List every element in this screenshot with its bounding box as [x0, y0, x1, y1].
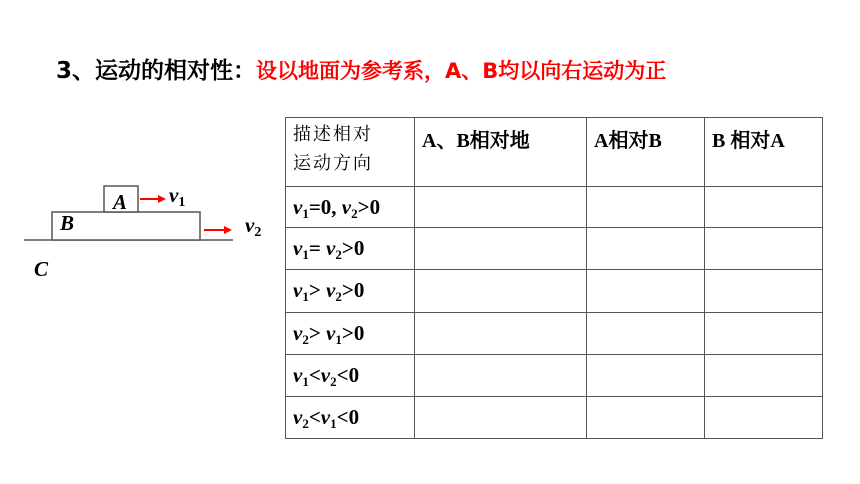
velocity-condition	[286, 313, 415, 355]
velocity-subscript: 2	[330, 374, 337, 389]
velocity-condition	[286, 355, 415, 397]
condition-text: >0	[341, 278, 365, 302]
condition-text: <0	[336, 363, 360, 387]
condition-text: <0	[336, 405, 360, 429]
table-row	[286, 313, 823, 355]
velocity-subscript: 1	[302, 374, 309, 389]
answer-cell[interactable]	[705, 270, 823, 313]
answer-cell[interactable]	[587, 187, 705, 228]
header-description: 描述相对 运动方向	[286, 118, 415, 187]
condition-text: <	[308, 405, 321, 429]
relative-motion-table	[285, 117, 823, 439]
condition-text: v	[320, 363, 331, 387]
condition-text: v	[293, 363, 303, 387]
condition-text: v	[320, 405, 331, 429]
velocity-subscript: 2	[335, 289, 342, 304]
velocity-subscript: 1	[302, 247, 309, 262]
condition-text: =	[308, 236, 327, 260]
condition-text: >0	[357, 195, 381, 219]
table-row	[286, 187, 823, 228]
header-a-relative-b: A相对B	[587, 118, 705, 187]
answer-cell[interactable]	[415, 397, 587, 439]
answer-cell[interactable]	[705, 228, 823, 270]
condition-text: >0	[341, 236, 365, 260]
velocity-condition	[286, 228, 415, 270]
answer-cell[interactable]	[415, 270, 587, 313]
answer-cell[interactable]	[705, 355, 823, 397]
condition-text: >	[308, 278, 327, 302]
velocity-condition	[286, 397, 415, 439]
table-row	[286, 397, 823, 439]
condition-text: <	[308, 363, 321, 387]
condition-text: v	[293, 236, 303, 260]
answer-cell[interactable]	[415, 187, 587, 228]
velocity-subscript: 1	[302, 206, 309, 221]
table-body	[286, 187, 823, 439]
answer-cell[interactable]	[587, 355, 705, 397]
table-row	[286, 355, 823, 397]
condition-text: >0	[341, 321, 365, 345]
header-b-relative-a: B 相对A	[705, 118, 823, 187]
table-row	[286, 228, 823, 270]
answer-cell[interactable]	[705, 187, 823, 228]
block-b	[52, 212, 200, 240]
velocity-subscript: 2	[302, 416, 309, 431]
answer-cell[interactable]	[415, 313, 587, 355]
v1-label: v1	[169, 183, 186, 210]
condition-text: v	[326, 236, 336, 260]
answer-cell[interactable]	[705, 397, 823, 439]
answer-cell[interactable]	[705, 313, 823, 355]
condition-text: v	[326, 321, 336, 345]
reference-frame-note: 设以地面为参考系，A、B均以向右运动为正	[256, 59, 667, 83]
condition-text: =0,	[308, 195, 342, 219]
condition-text: v	[341, 195, 352, 219]
answer-cell[interactable]	[587, 228, 705, 270]
answer-cell[interactable]	[415, 228, 587, 270]
answer-cell[interactable]	[415, 355, 587, 397]
answer-cell[interactable]	[587, 397, 705, 439]
header-ab-relative-ground: A、B相对地	[415, 118, 587, 187]
velocity-subscript: 1	[302, 289, 309, 304]
velocity-subscript: 2	[351, 206, 358, 221]
v2-label: v2	[245, 213, 262, 240]
block-a-label: A	[113, 190, 128, 214]
v1-arrow-head	[158, 195, 166, 203]
section-heading: 3、运动的相对性：	[56, 58, 257, 84]
velocity-condition	[286, 270, 415, 313]
condition-text: v	[293, 405, 303, 429]
table-row	[286, 270, 823, 313]
table-header-row	[286, 118, 823, 187]
velocity-subscript: 1	[335, 332, 342, 347]
block-b-label: B	[60, 211, 75, 235]
condition-text: v	[293, 278, 303, 302]
answer-cell[interactable]	[587, 270, 705, 313]
condition-text: v	[293, 321, 303, 345]
velocity-condition	[286, 187, 415, 228]
answer-cell[interactable]	[587, 313, 705, 355]
ground-label: C	[34, 257, 49, 281]
motion-diagram	[0, 0, 280, 300]
condition-text: v	[293, 195, 303, 219]
velocity-subscript: 1	[330, 416, 337, 431]
condition-text: >	[308, 321, 327, 345]
velocity-subscript: 2	[302, 332, 309, 347]
v2-arrow-head	[224, 226, 232, 234]
condition-text: v	[326, 278, 336, 302]
velocity-subscript: 2	[335, 247, 342, 262]
